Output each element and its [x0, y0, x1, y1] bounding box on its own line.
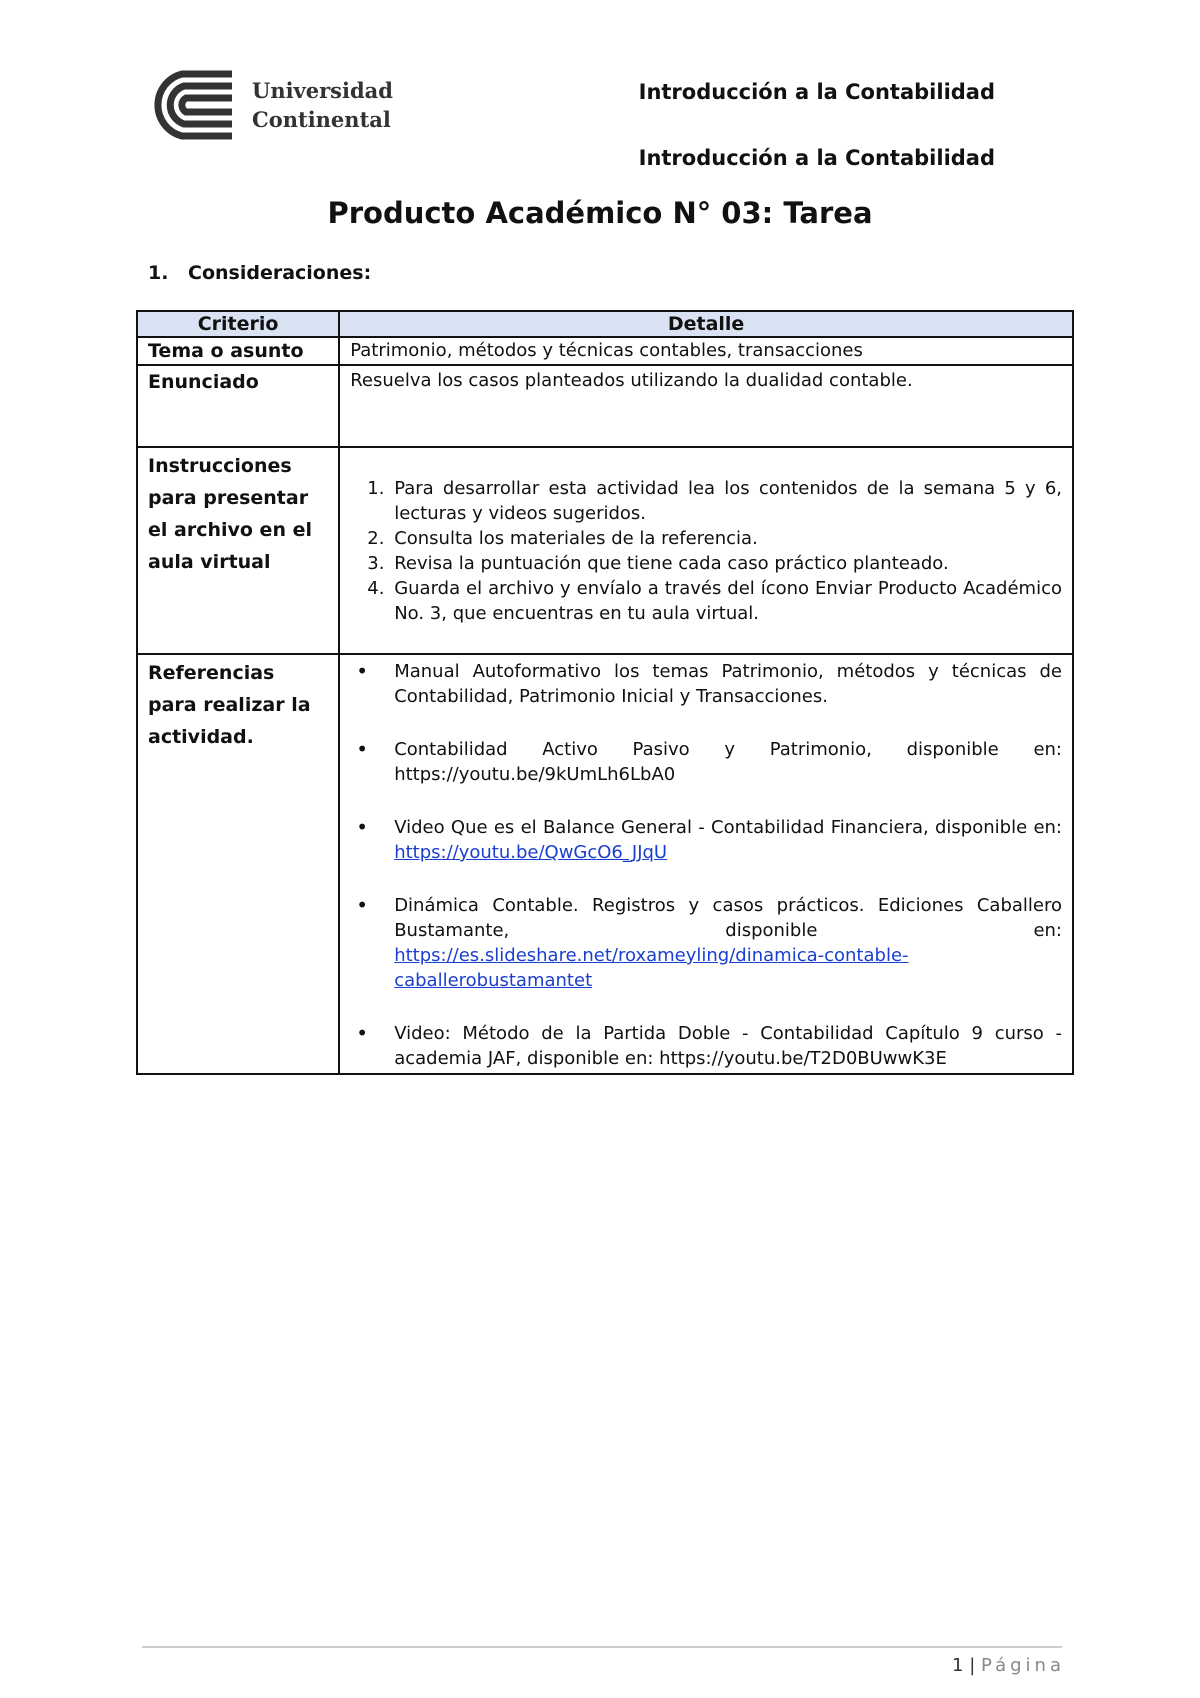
document-title: Producto Académico N° 03: Tarea [327, 196, 873, 230]
reference-text: Contabilidad Activo Pasivo y Patrimonio, disponible en: https://youtu.be/9kUmLh6LbA0 [394, 739, 1062, 785]
reference-text: Video Que es el Balance General - Contabilidad Financiera, disponible en: [394, 817, 1062, 838]
references-list [350, 659, 1062, 1071]
table-row-referencias [137, 654, 1073, 1074]
instruction-item: 3. Revisa la puntuación que tiene cada caso práctico planteado. [390, 551, 1062, 576]
bullet-icon: • [356, 737, 368, 761]
header-course-title-1: Introducción a la Contabilidad [638, 80, 995, 104]
table-row-instrucciones [137, 447, 1073, 654]
reference-link-slideshare[interactable]: https://es.slideshare.net/roxameyling/dinamica-contable-caballerobustamantet [394, 945, 909, 991]
bullet-icon: • [356, 815, 368, 839]
row-label-enunciado: Enunciado [137, 365, 339, 447]
row-value-referencias [339, 654, 1073, 1074]
reference-text: Manual Autoformativo los temas Patrimonio, métodos y técnicas de Contabilidad, Patrimonio Inicial y Transacciones. [394, 661, 1062, 707]
reference-item [356, 659, 1062, 709]
instruction-item: 2. Consulta los materiales de la referencia. [390, 526, 1062, 551]
page-label: Página [981, 1655, 1065, 1676]
page-number: 1 [952, 1655, 964, 1676]
bullet-icon: • [356, 659, 368, 683]
table-row-tema [137, 337, 1073, 365]
column-header-detalle: Detalle [339, 311, 1073, 337]
reference-item [356, 893, 1062, 993]
instructions-list [350, 476, 1062, 626]
column-header-criterio: Criterio [137, 311, 339, 337]
logo-line-1: Universidad [252, 78, 393, 103]
reference-text: Dinámica Contable. Registros y casos prácticos. Ediciones Caballero Bustamante, disponible en: [394, 895, 1062, 941]
row-label-instrucciones: Instrucciones para presentar el archivo en el aula virtual [137, 447, 339, 654]
table-header-row [137, 311, 1073, 337]
row-label-referencias: Referencias para realizar la actividad. [137, 654, 339, 1074]
reference-link-balance-general[interactable]: https://youtu.be/QwGcO6_JJqU [394, 842, 668, 863]
section-heading [148, 262, 371, 284]
footer-separator: | [969, 1655, 976, 1676]
page-footer [952, 1655, 1065, 1676]
bullet-icon: • [356, 1021, 368, 1045]
reference-text: Video: Método de la Partida Doble - Contabilidad Capítulo 9 curso - academia JAF, disponible en: https://youtu.be/T2D0BUwwK3E [394, 1023, 1062, 1069]
instruction-item: 1. Para desarrollar esta actividad lea los contenidos de la semana 5 y 6, lecturas y videos sugeridos. [390, 476, 1062, 526]
bullet-icon: • [356, 893, 368, 917]
section-number: 1. [148, 262, 169, 284]
considerations-table [136, 310, 1074, 1075]
row-value-instrucciones [339, 447, 1073, 654]
logo-line-2: Continental [252, 107, 391, 132]
reference-item [356, 1021, 1062, 1071]
row-label-tema: Tema o asunto [137, 337, 339, 365]
table-row-enunciado [137, 365, 1073, 447]
reference-item [356, 737, 1062, 787]
section-title: Consideraciones: [188, 262, 372, 284]
row-value-enunciado: Resuelva los casos planteados utilizando la dualidad contable. [339, 365, 1073, 447]
logo-text [252, 76, 393, 134]
instruction-item: 4. Guarda el archivo y envíalo a través del ícono Enviar Producto Académico No. 3, que encuentras en tu aula virtual. [390, 576, 1062, 626]
header-course-title-2: Introducción a la Contabilidad [638, 146, 995, 170]
row-value-tema: Patrimonio, métodos y técnicas contables, transacciones [339, 337, 1073, 365]
reference-item [356, 815, 1062, 865]
footer-divider [142, 1646, 1062, 1648]
